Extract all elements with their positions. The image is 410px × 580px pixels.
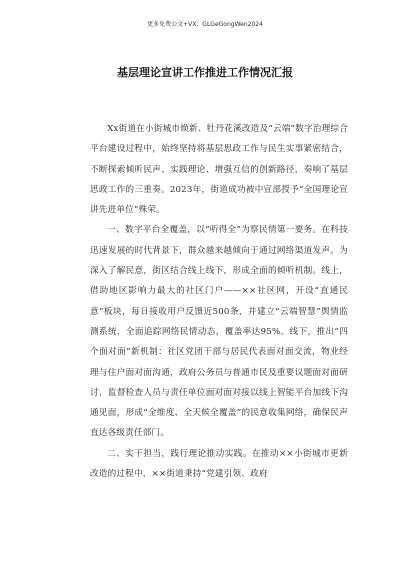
document-title: 基层理论宣讲工作推进工作情况汇报 [117, 66, 293, 79]
paragraph-section-one: 一、数字平台全覆盖，以“听得全”为察民情第一要务。在科技迅速发展的时代背景下，群众越来越倾向于通过网络渠道发声。为深入了解民意，街区结合线上线下，形成全面的倾听机制。线上，借助地区影响力最大的社区门户——××社区网，开设“直通民意”板块，每日接收用户反馈近500条，并建立“云端智慧”舆情监测系统，全面追踪网络民情动态，覆盖率达95%。线下，推出“四个面对面”新机制：社区党团干部与居民代表面对面交流，物业经理与住户面对面沟通，政府公务员与普通市民及重要议题面对面研讨，监督检查人员与责任单位面对面对接以线上智能平台加线下沟通见面，形成“全维度、全天候全覆盖”的民意收集网络，确保民声直达各级责任部门。 [90, 225, 348, 439]
document-body [90, 119, 348, 484]
paragraph-intro: Xx街道在小街城市焕新、牡丹花溪改造及“云端”数字治理综合平台建设过程中，始终坚持将基层思政工作与民生实事紧密结合，不断探索倾听民声、实践理论、增强互信的创新路径，奏响了基层思政工作的三重奏。2023年，街道成功被中宣部授予“全国理论宣讲先进单位”殊荣。 [90, 124, 348, 216]
paragraph-section-two: 二、实干担当，践行理论推动实践。在推动××小街城市更新改造的过程中，××街道秉持“党建引领、政府 [90, 448, 348, 480]
header-note: 更多免费公文+VX：GLGeGongWen2024 [147, 21, 263, 28]
